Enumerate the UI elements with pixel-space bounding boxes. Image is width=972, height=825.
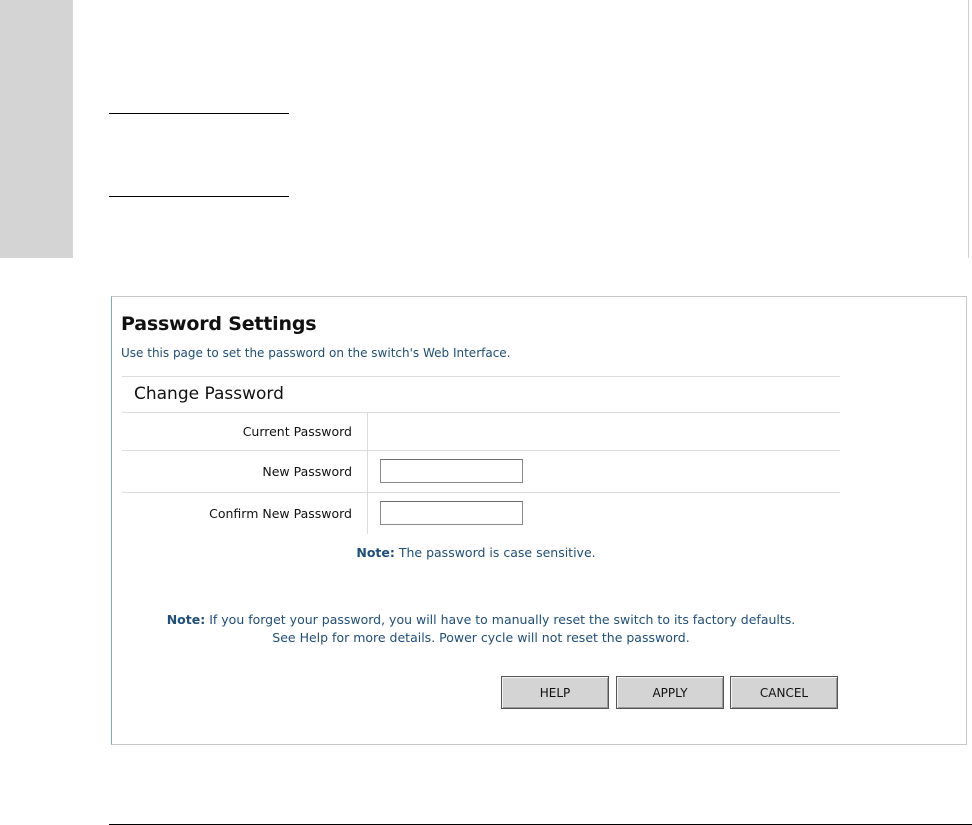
page-edge-line xyxy=(968,0,969,258)
page-title: Password Settings xyxy=(121,313,317,335)
reset-note xyxy=(122,611,840,647)
page-description: Use this page to set the password on the switch's Web Interface. xyxy=(121,346,511,360)
confirm-password-input[interactable] xyxy=(380,501,523,525)
reset-note-line-1 xyxy=(122,611,840,629)
row-divider xyxy=(367,413,368,450)
row-divider xyxy=(367,451,368,492)
current-password-label: Current Password xyxy=(242,424,352,439)
note-label: Note: xyxy=(166,612,206,627)
help-button[interactable]: HELP xyxy=(501,676,609,709)
new-password-row xyxy=(122,451,840,493)
header-rule-top xyxy=(109,113,289,114)
current-password-row xyxy=(122,413,840,451)
header-rule-bottom xyxy=(109,196,289,197)
new-password-label: New Password xyxy=(262,464,352,479)
case-sensitive-note xyxy=(112,545,840,560)
new-password-input[interactable] xyxy=(380,459,523,483)
confirm-password-row xyxy=(122,493,840,534)
password-settings-panel xyxy=(111,296,967,745)
cancel-button[interactable]: CANCEL xyxy=(730,676,838,709)
note-text: The password is case sensitive. xyxy=(394,545,596,560)
reset-note-line-2: See Help for more details. Power cycle will not reset the password. xyxy=(272,630,690,645)
apply-button[interactable]: APPLY xyxy=(616,676,724,709)
side-tab-marker xyxy=(0,0,73,258)
row-divider xyxy=(367,493,368,534)
change-password-section xyxy=(122,376,840,534)
note-label: Note: xyxy=(356,545,395,560)
confirm-password-label: Confirm New Password xyxy=(209,506,352,521)
section-title: Change Password xyxy=(122,377,840,413)
reset-note-text-1: If you forget your password, you will have to manually reset the switch to its factory defaults. xyxy=(205,612,796,627)
